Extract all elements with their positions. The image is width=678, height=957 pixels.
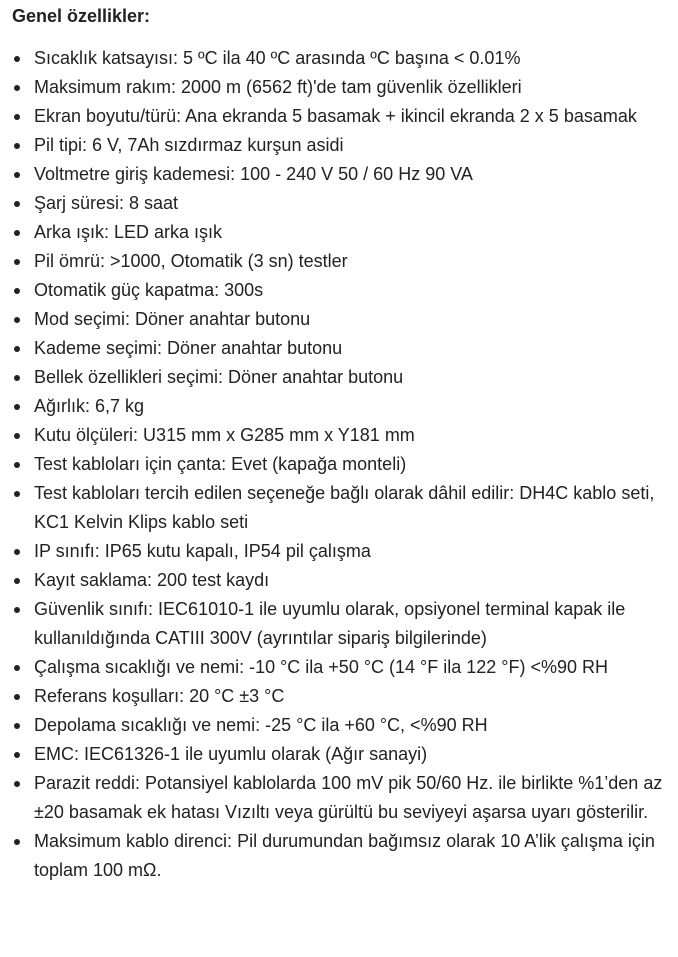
bullet-icon bbox=[14, 694, 20, 700]
list-item-text: Maksimum rakım: 2000 m (6562 ft)'de tam güvenlik özellikleri bbox=[34, 77, 522, 97]
list-item bbox=[12, 276, 674, 305]
bullet-icon bbox=[14, 114, 20, 120]
bullet-icon bbox=[14, 346, 20, 352]
list-item-text: Sıcaklık katsayısı: 5 ºC ila 40 ºC arasında ºC başına < 0.01% bbox=[34, 48, 521, 68]
list-item-text: Şarj süresi: 8 saat bbox=[34, 193, 179, 213]
bullet-icon bbox=[14, 549, 20, 555]
bullet-icon bbox=[14, 578, 20, 584]
list-item-text: Ekran boyutu/türü: Ana ekranda 5 basamak + ikincil ekranda 2 x 5 basamak bbox=[34, 106, 637, 126]
list-item-text: Otomatik güç kapatma: 300s bbox=[34, 280, 264, 300]
list-item-text: Kayıt saklama: 200 test kaydı bbox=[34, 570, 270, 590]
list-item bbox=[12, 769, 674, 827]
bullet-icon bbox=[14, 317, 20, 323]
bullet-icon bbox=[14, 781, 20, 787]
bullet-icon bbox=[14, 723, 20, 729]
list-item bbox=[12, 247, 674, 276]
list-item bbox=[12, 450, 674, 479]
bullet-icon bbox=[14, 172, 20, 178]
list-item-text: Arka ışık: LED arka ışık bbox=[34, 222, 223, 242]
list-item-text: Depolama sıcaklığı ve nemi: -25 °C ila +60 °C, <%90 RH bbox=[34, 715, 488, 735]
bullet-icon bbox=[14, 433, 20, 439]
list-item-text: Güvenlik sınıfı: IEC61010-1 ile uyumlu olarak, opsiyonel terminal kapak ile kullanıldığında CATIII 300V (ayrıntılar sipariş bilgilerinde) bbox=[34, 599, 626, 648]
list-item bbox=[12, 334, 674, 363]
list-item-text: Kademe seçimi: Döner anahtar butonu bbox=[34, 338, 343, 358]
list-item-text: Referans koşulları: 20 °C ±3 °C bbox=[34, 686, 285, 706]
list-item bbox=[12, 131, 674, 160]
bullet-icon bbox=[14, 404, 20, 410]
section-heading: Genel özellikler: bbox=[12, 6, 151, 26]
spec-list bbox=[12, 44, 678, 885]
bullet-icon bbox=[14, 201, 20, 207]
list-item bbox=[12, 363, 674, 392]
list-item bbox=[12, 218, 674, 247]
list-item bbox=[12, 44, 674, 73]
bullet-icon bbox=[14, 839, 20, 845]
list-item-text: Ağırlık: 6,7 kg bbox=[34, 396, 145, 416]
list-item bbox=[12, 160, 674, 189]
list-item bbox=[12, 653, 674, 682]
list-item bbox=[12, 595, 674, 653]
list-item bbox=[12, 102, 674, 131]
list-item bbox=[12, 421, 674, 450]
list-item-text: Test kabloları için çanta: Evet (kapağa monteli) bbox=[34, 454, 407, 474]
list-item bbox=[12, 73, 674, 102]
bullet-icon bbox=[14, 375, 20, 381]
list-item-text: Test kabloları tercih edilen seçeneğe bağlı olarak dâhil edilir: DH4C kablo seti, KC1 Kelvin Klips kablo seti bbox=[34, 483, 655, 532]
bullet-icon bbox=[14, 607, 20, 613]
list-item-text: Pil tipi: 6 V, 7Ah sızdırmaz kurşun asidi bbox=[34, 135, 344, 155]
bullet-icon bbox=[14, 85, 20, 91]
list-item bbox=[12, 740, 674, 769]
list-item bbox=[12, 392, 674, 421]
list-item-text: Voltmetre giriş kademesi: 100 - 240 V 50 / 60 Hz 90 VA bbox=[34, 164, 473, 184]
list-item bbox=[12, 189, 674, 218]
list-item-text: Bellek özellikleri seçimi: Döner anahtar butonu bbox=[34, 367, 404, 387]
list-item-text: Kutu ölçüleri: U315 mm x G285 mm x Y181 mm bbox=[34, 425, 415, 445]
list-item-text: Maksimum kablo direnci: Pil durumundan bağımsız olarak 10 A’lik çalışma için toplam 100 mΩ. bbox=[34, 831, 655, 880]
bullet-icon bbox=[14, 288, 20, 294]
list-item-text: EMC: IEC61326-1 ile uyumlu olarak (Ağır sanayi) bbox=[34, 744, 428, 764]
list-item bbox=[12, 711, 674, 740]
list-item-text: Pil ömrü: >1000, Otomatik (3 sn) testler bbox=[34, 251, 348, 271]
list-item bbox=[12, 682, 674, 711]
list-item-text: Parazit reddi: Potansiyel kablolarda 100 mV pik 50/60 Hz. ile birlikte %1’den az ±20 basamak ek hatası Vızıltı veya gürültü bu seviyeyi aşarsa uyarı gösterilir. bbox=[34, 773, 663, 822]
bullet-icon bbox=[14, 259, 20, 265]
list-item bbox=[12, 827, 674, 885]
list-item-text: Mod seçimi: Döner anahtar butonu bbox=[34, 309, 311, 329]
list-item bbox=[12, 566, 674, 595]
bullet-icon bbox=[14, 143, 20, 149]
bullet-icon bbox=[14, 56, 20, 62]
bullet-icon bbox=[14, 230, 20, 236]
list-item-text: Çalışma sıcaklığı ve nemi: -10 °C ila +50 °C (14 °F ila 122 °F) <%90 RH bbox=[34, 657, 609, 677]
list-item-text: IP sınıfı: IP65 kutu kapalı, IP54 pil çalışma bbox=[34, 541, 371, 561]
list-item bbox=[12, 479, 674, 537]
list-item bbox=[12, 537, 674, 566]
bullet-icon bbox=[14, 491, 20, 497]
list-item bbox=[12, 305, 674, 334]
bullet-icon bbox=[14, 462, 20, 468]
bullet-icon bbox=[14, 665, 20, 671]
bullet-icon bbox=[14, 752, 20, 758]
